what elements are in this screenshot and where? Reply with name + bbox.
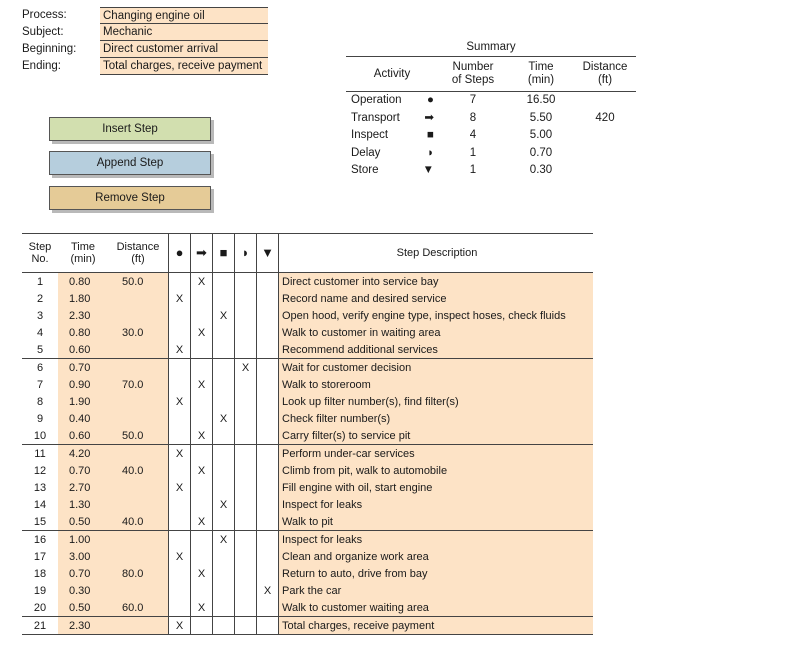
step-store-cell[interactable] xyxy=(257,479,279,496)
step-number: 19 xyxy=(33,584,47,597)
step-store-cell[interactable] xyxy=(257,462,279,479)
step-store-cell[interactable] xyxy=(257,496,279,513)
table-row[interactable] xyxy=(22,427,593,445)
summary-activity-cell xyxy=(346,145,438,163)
step-operation-cell[interactable]: X xyxy=(169,290,191,307)
inspect-icon: ■ xyxy=(427,129,434,141)
step-store-cell[interactable] xyxy=(257,513,279,531)
step-time-field[interactable]: 0.80 xyxy=(58,273,108,291)
step-store-cell[interactable] xyxy=(257,273,279,291)
step-time-field[interactable]: 0.70 xyxy=(58,565,108,582)
step-transport-cell[interactable] xyxy=(191,359,213,377)
step-transport-cell[interactable] xyxy=(191,393,213,410)
step-store-cell[interactable]: X xyxy=(257,582,279,599)
step-inspect-cell[interactable]: X xyxy=(213,496,235,513)
summary-activity-label: Operation xyxy=(351,94,402,106)
step-time-field[interactable]: 0.70 xyxy=(58,359,108,377)
header-distance: Distance (ft) xyxy=(108,234,169,273)
subject-label: Subject: xyxy=(22,26,64,38)
step-store-cell[interactable] xyxy=(257,393,279,410)
step-time-field[interactable]: 1.00 xyxy=(58,531,108,549)
step-number: 13 xyxy=(33,481,47,494)
step-number: 11 xyxy=(34,447,46,460)
summary-steps: 1 xyxy=(469,146,477,159)
step-delay-cell[interactable] xyxy=(235,462,257,479)
step-delay-cell[interactable]: X xyxy=(235,359,257,377)
step-distance-field[interactable] xyxy=(108,341,169,359)
step-number: 1 xyxy=(36,275,44,288)
step-rows xyxy=(22,273,593,635)
step-distance-field[interactable]: 70.0 xyxy=(108,376,169,393)
step-inspect-cell[interactable] xyxy=(213,341,235,359)
info-row-subject xyxy=(22,24,268,41)
step-inspect-cell[interactable]: X xyxy=(213,531,235,549)
step-distance-field[interactable]: 30.0 xyxy=(108,324,169,341)
step-description-field[interactable]: Return to auto, drive from bay xyxy=(279,565,594,582)
step-time-field[interactable]: 0.30 xyxy=(58,582,108,599)
steps-table xyxy=(22,233,593,635)
step-time-field[interactable]: 0.60 xyxy=(58,427,108,445)
summary-steps: 4 xyxy=(469,129,477,141)
summary-header xyxy=(346,57,636,92)
step-distance-field[interactable] xyxy=(108,410,169,427)
table-row[interactable] xyxy=(22,462,593,479)
step-operation-cell[interactable]: X xyxy=(169,341,191,359)
step-store-cell[interactable] xyxy=(257,341,279,359)
step-distance-field[interactable]: 60.0 xyxy=(108,599,169,617)
step-transport-cell[interactable]: X xyxy=(191,427,213,445)
step-distance-field[interactable] xyxy=(108,617,169,635)
step-transport-cell[interactable] xyxy=(191,410,213,427)
step-number: 4 xyxy=(36,326,44,339)
step-operation-cell[interactable]: X xyxy=(169,445,191,463)
remove-step-button[interactable]: Remove Step xyxy=(49,186,211,210)
header-time: Time (min) xyxy=(58,234,108,273)
step-time-field[interactable]: 1.90 xyxy=(58,393,108,410)
table-row[interactable] xyxy=(22,565,593,582)
table-row[interactable] xyxy=(22,273,593,291)
step-description-field[interactable]: Walk to customer waiting area xyxy=(279,599,594,617)
inspect-icon: ■ xyxy=(213,234,235,273)
ending-label: Ending: xyxy=(22,60,62,72)
step-operation-cell[interactable] xyxy=(169,565,191,582)
step-delay-cell[interactable] xyxy=(235,393,257,410)
table-row[interactable] xyxy=(22,496,593,513)
step-operation-cell[interactable]: X xyxy=(169,393,191,410)
step-distance-field[interactable] xyxy=(108,290,169,307)
step-inspect-cell[interactable] xyxy=(213,582,235,599)
step-distance-field[interactable] xyxy=(108,531,169,549)
step-transport-cell[interactable] xyxy=(191,479,213,496)
step-description-field[interactable]: Direct customer into service bay xyxy=(279,273,594,291)
step-number: 7 xyxy=(36,378,44,391)
step-transport-cell[interactable] xyxy=(191,341,213,359)
step-transport-cell[interactable]: X xyxy=(191,513,213,531)
step-number: 16 xyxy=(33,533,47,546)
step-operation-cell[interactable] xyxy=(169,273,191,291)
step-operation-cell[interactable] xyxy=(169,410,191,427)
step-distance-field[interactable]: 80.0 xyxy=(108,565,169,582)
table-row[interactable] xyxy=(22,548,593,565)
summary-table xyxy=(346,38,636,180)
summary-row-inspect xyxy=(346,127,636,145)
step-store-cell[interactable] xyxy=(257,531,279,549)
step-description-field[interactable]: Check filter number(s) xyxy=(279,410,594,427)
step-inspect-cell[interactable] xyxy=(213,273,235,291)
step-inspect-cell[interactable] xyxy=(213,513,235,531)
step-operation-cell[interactable] xyxy=(169,582,191,599)
step-transport-cell[interactable] xyxy=(191,307,213,324)
table-row[interactable] xyxy=(22,341,593,359)
delay-icon: ◗ xyxy=(235,234,257,273)
summary-activity-label: Inspect xyxy=(351,129,389,141)
step-transport-cell[interactable] xyxy=(191,582,213,599)
step-inspect-cell[interactable] xyxy=(213,290,235,307)
step-distance-field[interactable] xyxy=(108,582,169,599)
append-step-button[interactable]: Append Step xyxy=(49,151,211,175)
step-transport-cell[interactable] xyxy=(191,548,213,565)
summary-activity-cell xyxy=(346,162,438,180)
step-delay-cell[interactable] xyxy=(235,273,257,291)
process-info xyxy=(22,7,268,75)
step-distance-field[interactable]: 50.0 xyxy=(108,427,169,445)
table-row[interactable] xyxy=(22,582,593,599)
step-inspect-cell[interactable] xyxy=(213,445,235,463)
step-distance-field[interactable] xyxy=(108,393,169,410)
info-row-beginning xyxy=(22,41,268,58)
step-distance-field[interactable] xyxy=(108,445,169,463)
step-store-cell[interactable] xyxy=(257,548,279,565)
step-time-field[interactable]: 0.90 xyxy=(58,376,108,393)
step-transport-cell[interactable]: X xyxy=(191,565,213,582)
summary-activity-cell xyxy=(346,127,438,145)
step-number: 12 xyxy=(33,464,47,477)
step-delay-cell[interactable] xyxy=(235,513,257,531)
step-number: 18 xyxy=(33,567,47,580)
summary-row-operation xyxy=(346,92,636,110)
summary-header-steps: Number of Steps xyxy=(451,61,495,86)
step-operation-cell[interactable] xyxy=(169,324,191,341)
step-inspect-cell[interactable] xyxy=(213,427,235,445)
step-store-cell[interactable] xyxy=(257,410,279,427)
step-distance-field[interactable] xyxy=(108,479,169,496)
table-row[interactable] xyxy=(22,513,593,531)
step-store-cell[interactable] xyxy=(257,307,279,324)
step-store-cell[interactable] xyxy=(257,427,279,445)
step-description-field[interactable]: Perform under-car services xyxy=(279,445,594,463)
step-delay-cell[interactable] xyxy=(235,410,257,427)
store-icon: ▼ xyxy=(257,234,279,273)
step-number: 10 xyxy=(22,427,58,445)
summary-activity-cell xyxy=(346,110,438,128)
step-inspect-cell[interactable] xyxy=(213,599,235,617)
step-operation-cell[interactable]: X xyxy=(169,548,191,565)
step-transport-cell[interactable]: X xyxy=(191,599,213,617)
transport-icon: ➡ xyxy=(424,111,434,124)
step-delay-cell[interactable] xyxy=(235,376,257,393)
table-row[interactable] xyxy=(22,307,593,324)
info-row-ending xyxy=(22,58,268,75)
step-description-field[interactable]: Wait for customer decision xyxy=(279,359,594,377)
subject-field[interactable]: Mechanic xyxy=(100,24,268,41)
step-delay-cell[interactable] xyxy=(235,307,257,324)
step-delay-cell[interactable] xyxy=(235,599,257,617)
table-row[interactable] xyxy=(22,393,593,410)
beginning-label: Beginning: xyxy=(22,43,77,55)
step-delay-cell[interactable] xyxy=(235,548,257,565)
step-inspect-cell[interactable] xyxy=(213,376,235,393)
summary-activity-cell xyxy=(346,92,438,110)
step-delay-cell[interactable] xyxy=(235,531,257,549)
step-description-field[interactable]: Inspect for leaks xyxy=(279,496,594,513)
step-description-field[interactable]: Clean and organize work area xyxy=(279,548,594,565)
step-description-field[interactable]: Fill engine with oil, start engine xyxy=(279,479,594,496)
step-transport-cell[interactable]: X xyxy=(191,462,213,479)
step-distance-field[interactable]: 40.0 xyxy=(108,513,169,531)
step-time-field[interactable]: 2.30 xyxy=(58,307,108,324)
summary-activity-label: Transport xyxy=(351,111,400,124)
step-transport-cell[interactable] xyxy=(191,531,213,549)
summary-time: 5.00 xyxy=(529,129,553,141)
step-distance-field[interactable] xyxy=(108,359,169,377)
summary-distance xyxy=(574,162,636,180)
step-delay-cell[interactable] xyxy=(235,324,257,341)
table-row[interactable] xyxy=(22,324,593,341)
step-inspect-cell[interactable]: X xyxy=(213,410,235,427)
summary-time: 0.30 xyxy=(529,164,553,176)
step-store-cell[interactable] xyxy=(257,290,279,307)
summary-activity-label: Delay xyxy=(351,146,381,159)
step-number: 2 xyxy=(36,292,44,305)
step-number: 8 xyxy=(36,395,44,408)
step-description-field[interactable]: Inspect for leaks xyxy=(279,531,594,549)
summary-distance xyxy=(574,145,636,163)
step-store-cell[interactable] xyxy=(257,376,279,393)
step-transport-cell[interactable] xyxy=(191,617,213,635)
summary-header-activity: Activity xyxy=(373,67,411,80)
step-store-cell[interactable] xyxy=(257,599,279,617)
step-number: 15 xyxy=(22,513,58,531)
header-step-no: Step No. xyxy=(22,234,58,273)
store-icon: ▼ xyxy=(422,164,434,176)
summary-row-delay xyxy=(346,145,636,163)
step-inspect-cell[interactable] xyxy=(213,462,235,479)
step-inspect-cell[interactable] xyxy=(213,393,235,410)
step-delay-cell[interactable] xyxy=(235,479,257,496)
process-label: Process: xyxy=(22,9,67,21)
step-distance-field[interactable] xyxy=(108,496,169,513)
step-delay-cell[interactable] xyxy=(235,496,257,513)
summary-rows xyxy=(346,92,636,180)
step-inspect-cell[interactable]: X xyxy=(213,307,235,324)
summary-steps: 7 xyxy=(469,94,477,106)
insert-step-button[interactable]: Insert Step xyxy=(49,117,211,141)
step-time-field[interactable]: 4.20 xyxy=(58,445,108,463)
step-inspect-cell[interactable] xyxy=(213,565,235,582)
step-description-field[interactable]: Recommend additional services xyxy=(279,341,594,359)
step-delay-cell[interactable] xyxy=(235,617,257,635)
step-operation-cell[interactable] xyxy=(169,513,191,531)
step-transport-cell[interactable]: X xyxy=(191,324,213,341)
step-inspect-cell[interactable] xyxy=(213,479,235,496)
beginning-field[interactable]: Direct customer arrival xyxy=(100,41,268,58)
step-number: 21 xyxy=(22,617,58,635)
table-row[interactable] xyxy=(22,445,593,463)
step-inspect-cell[interactable] xyxy=(213,548,235,565)
step-time-field[interactable]: 0.60 xyxy=(58,341,108,359)
step-distance-field[interactable]: 50.0 xyxy=(108,273,169,291)
step-store-cell[interactable] xyxy=(257,324,279,341)
info-row-process xyxy=(22,7,268,24)
step-number: 3 xyxy=(36,309,44,322)
step-number: 14 xyxy=(33,498,47,511)
header-description: Step Description xyxy=(279,234,594,273)
summary-row-transport xyxy=(346,110,636,128)
summary-distance xyxy=(574,127,636,145)
step-number: 20 xyxy=(22,599,58,617)
step-store-cell[interactable] xyxy=(257,445,279,463)
steps-header-row xyxy=(22,234,593,273)
summary-title: Summary xyxy=(346,38,636,57)
step-time-field[interactable]: 2.30 xyxy=(58,617,108,635)
step-transport-cell[interactable] xyxy=(191,445,213,463)
step-time-field[interactable]: 0.50 xyxy=(58,599,108,617)
step-number: 6 xyxy=(36,361,44,374)
step-transport-cell[interactable]: X xyxy=(191,376,213,393)
step-description-field[interactable]: Park the car xyxy=(279,582,594,599)
step-inspect-cell[interactable] xyxy=(213,617,235,635)
step-delay-cell[interactable] xyxy=(235,341,257,359)
table-row[interactable] xyxy=(22,359,593,377)
step-operation-cell[interactable] xyxy=(169,359,191,377)
summary-row-store xyxy=(346,162,636,180)
delay-icon: ◗ xyxy=(427,146,434,159)
table-row[interactable] xyxy=(22,599,593,617)
summary-steps: 8 xyxy=(469,111,477,124)
step-transport-cell[interactable]: X xyxy=(191,273,213,291)
step-description-field[interactable]: Walk to storeroom xyxy=(279,376,594,393)
table-row[interactable] xyxy=(22,410,593,427)
step-description-field[interactable]: Open hood, verify engine type, inspect hoses, check fluids xyxy=(279,307,594,324)
step-store-cell[interactable] xyxy=(257,359,279,377)
summary-distance: 420 xyxy=(595,111,615,124)
step-delay-cell[interactable] xyxy=(235,565,257,582)
step-number: 17 xyxy=(33,550,47,563)
step-time-field[interactable]: 0.50 xyxy=(58,513,108,531)
operation-icon: ● xyxy=(169,234,191,273)
step-transport-cell[interactable] xyxy=(191,496,213,513)
step-operation-cell[interactable] xyxy=(169,599,191,617)
step-time-field[interactable]: 2.70 xyxy=(58,479,108,496)
summary-activity-label: Store xyxy=(351,164,379,176)
step-distance-field[interactable] xyxy=(108,307,169,324)
step-operation-cell[interactable] xyxy=(169,307,191,324)
table-row[interactable] xyxy=(22,531,593,549)
step-operation-cell[interactable] xyxy=(169,531,191,549)
step-time-field[interactable]: 3.00 xyxy=(58,548,108,565)
step-delay-cell[interactable] xyxy=(235,290,257,307)
transport-icon: ➡ xyxy=(191,234,213,273)
step-description-field[interactable]: Look up filter number(s), find filter(s) xyxy=(279,393,594,410)
summary-header-time: Time (min) xyxy=(527,61,555,86)
step-transport-cell[interactable] xyxy=(191,290,213,307)
step-store-cell[interactable] xyxy=(257,617,279,635)
step-time-field[interactable]: 0.80 xyxy=(58,324,108,341)
table-row[interactable] xyxy=(22,376,593,393)
step-operation-cell[interactable] xyxy=(169,427,191,445)
table-row[interactable] xyxy=(22,290,593,307)
step-time-field[interactable]: 1.80 xyxy=(58,290,108,307)
summary-time: 0.70 xyxy=(529,146,553,159)
step-time-field[interactable]: 0.40 xyxy=(58,410,108,427)
step-distance-field[interactable] xyxy=(108,548,169,565)
table-row[interactable] xyxy=(22,617,593,635)
process-field[interactable]: Changing engine oil xyxy=(100,7,268,24)
summary-steps: 1 xyxy=(469,164,477,176)
step-operation-cell[interactable] xyxy=(169,376,191,393)
table-row[interactable] xyxy=(22,479,593,496)
step-time-field[interactable]: 1.30 xyxy=(58,496,108,513)
step-description-field[interactable]: Record name and desired service xyxy=(279,290,594,307)
step-description-field[interactable]: Total charges, receive payment xyxy=(279,617,594,635)
step-number: 9 xyxy=(36,412,44,425)
summary-time: 16.50 xyxy=(526,94,556,106)
operation-icon: ● xyxy=(427,94,434,106)
step-operation-cell[interactable]: X xyxy=(169,479,191,496)
step-number: 5 xyxy=(22,341,58,359)
summary-time: 5.50 xyxy=(529,111,553,124)
step-inspect-cell[interactable] xyxy=(213,359,235,377)
step-description-field[interactable]: Walk to pit xyxy=(279,513,594,531)
step-operation-cell[interactable] xyxy=(169,462,191,479)
step-description-field[interactable]: Climb from pit, walk to automobile xyxy=(279,462,594,479)
step-store-cell[interactable] xyxy=(257,565,279,582)
step-distance-field[interactable]: 40.0 xyxy=(108,462,169,479)
step-inspect-cell[interactable] xyxy=(213,324,235,341)
step-operation-cell[interactable] xyxy=(169,496,191,513)
step-time-field[interactable]: 0.70 xyxy=(58,462,108,479)
step-delay-cell[interactable] xyxy=(235,427,257,445)
step-description-field[interactable]: Carry filter(s) to service pit xyxy=(279,427,594,445)
step-delay-cell[interactable] xyxy=(235,582,257,599)
step-delay-cell[interactable] xyxy=(235,445,257,463)
ending-field[interactable]: Total charges, receive payment xyxy=(100,58,268,75)
summary-header-distance: Distance (ft) xyxy=(582,61,628,86)
step-description-field[interactable]: Walk to customer in waiting area xyxy=(279,324,594,341)
step-operation-cell[interactable]: X xyxy=(169,617,191,635)
summary-distance xyxy=(574,92,636,110)
